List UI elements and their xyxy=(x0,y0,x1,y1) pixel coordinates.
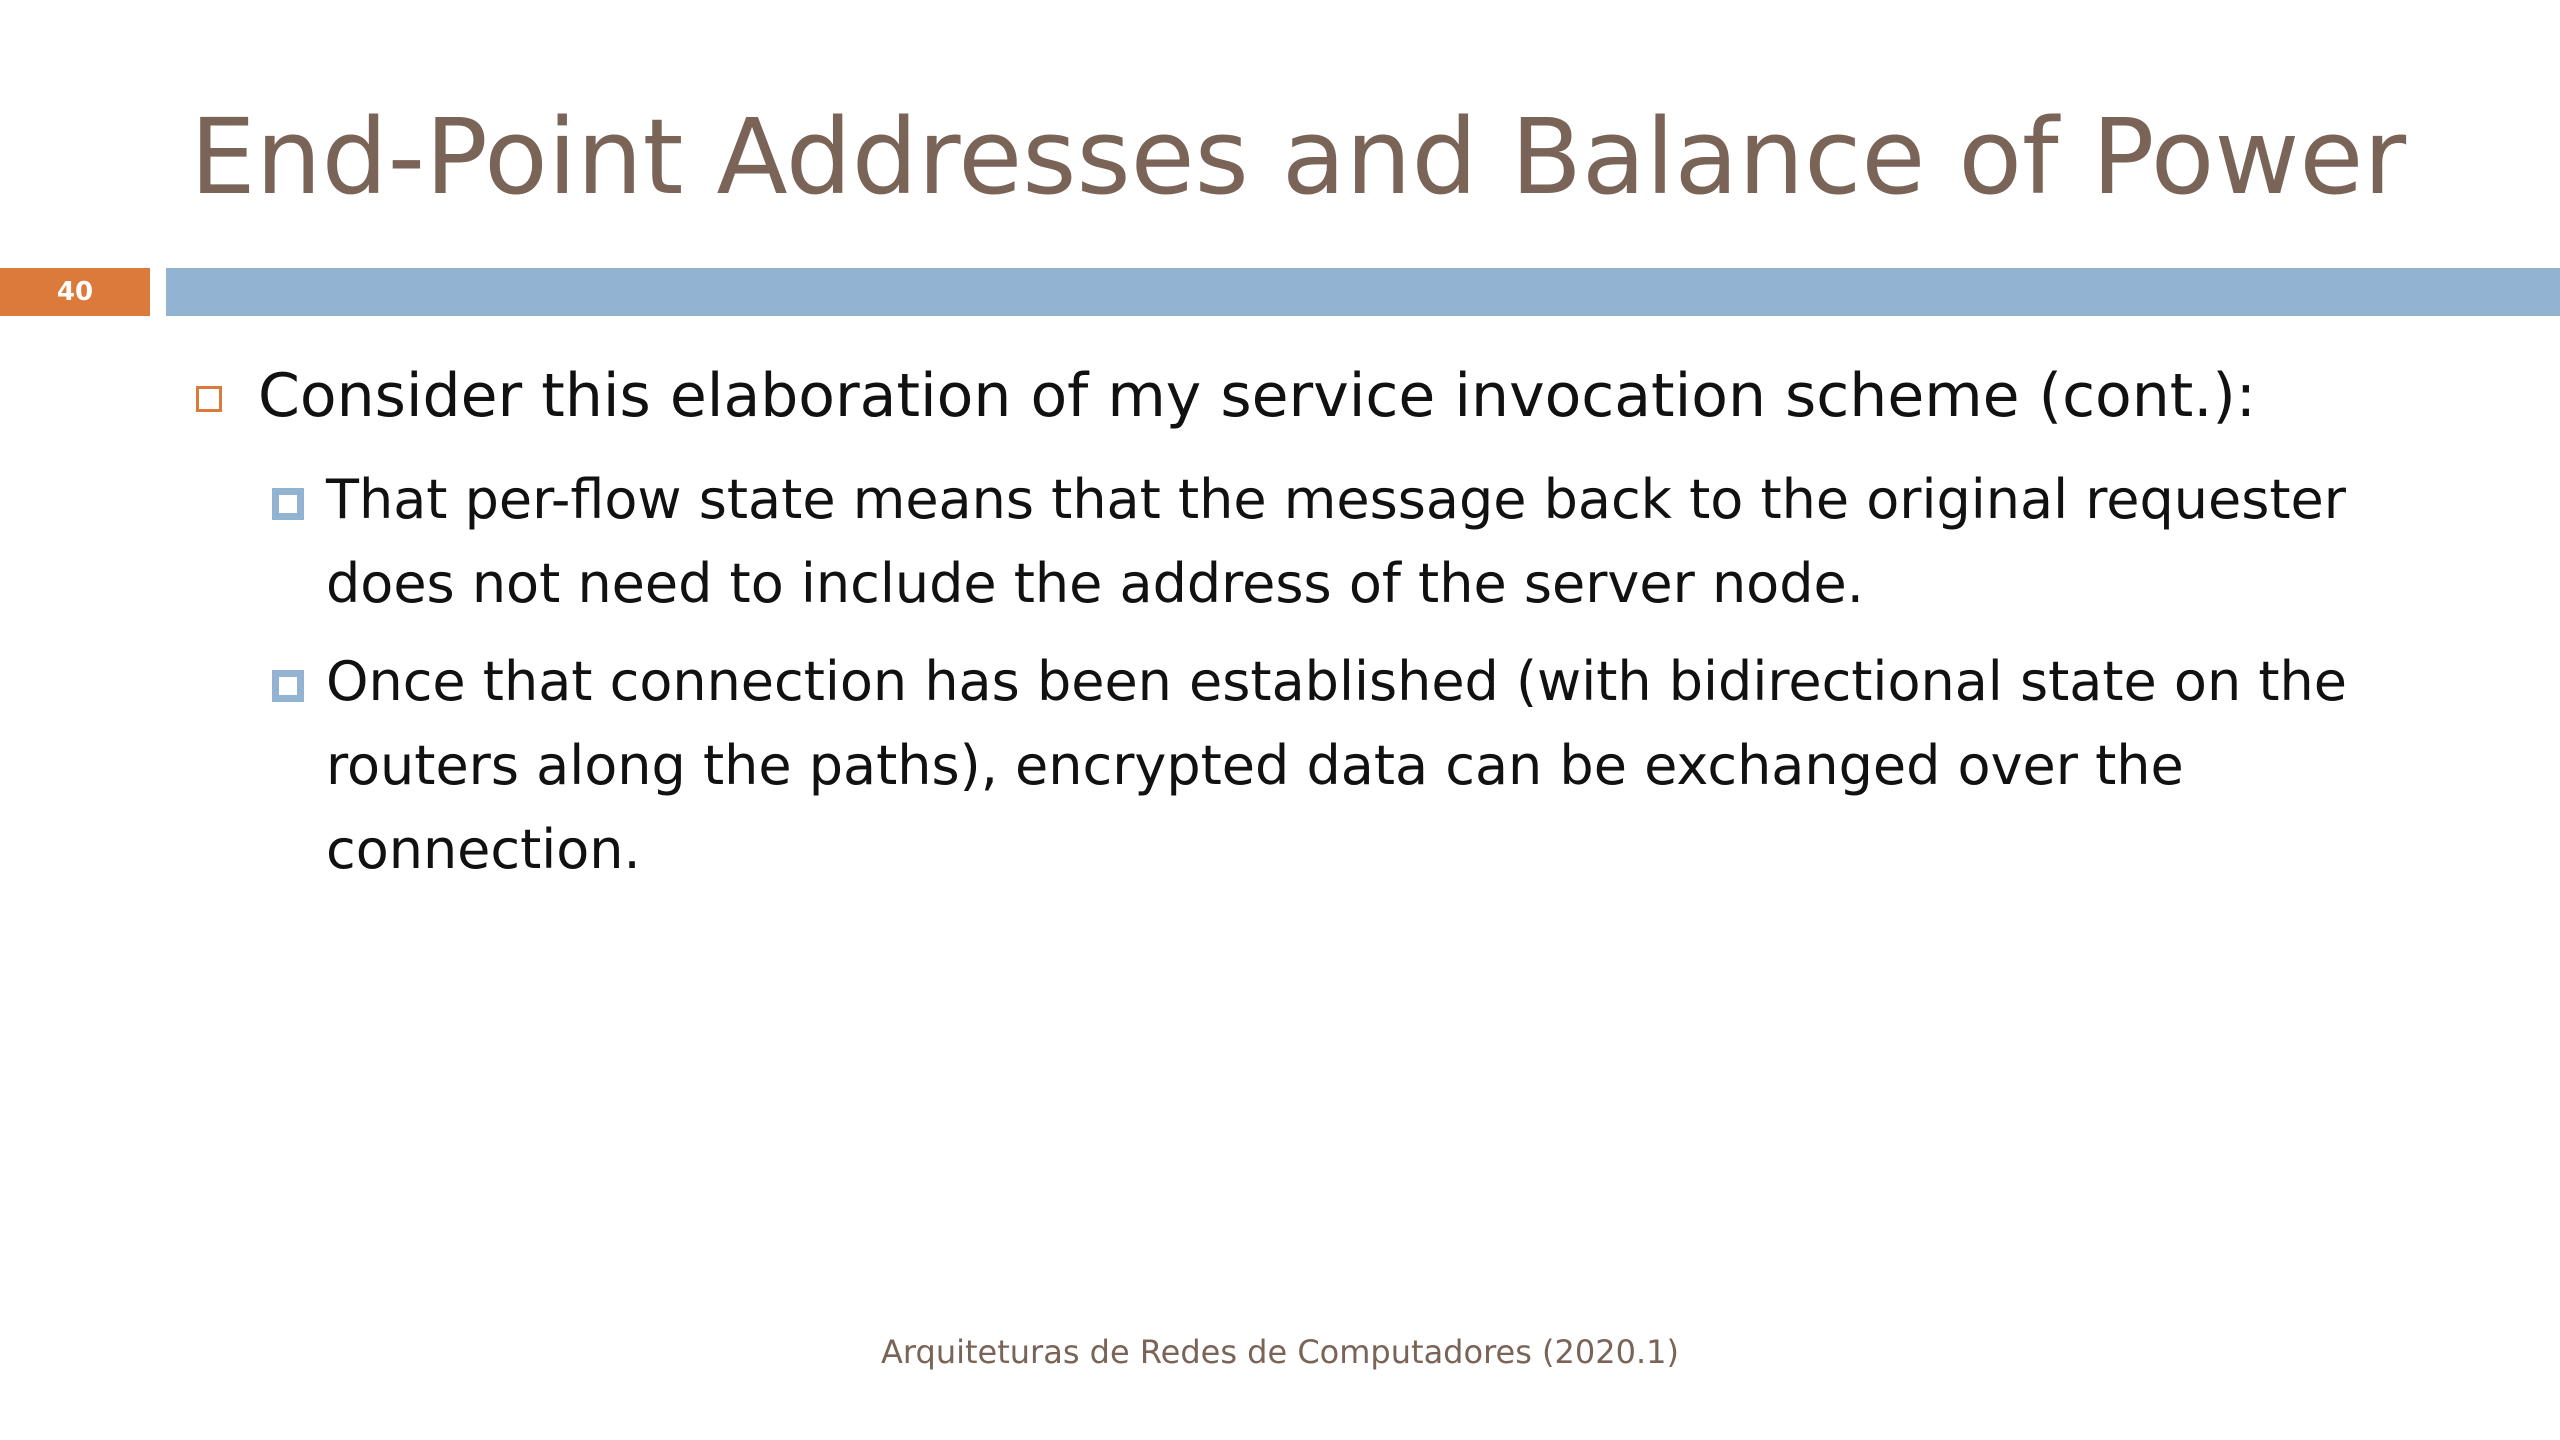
bullet-text: Consider this elaboration of my service invocation scheme (cont.): xyxy=(258,361,2257,431)
text-line: Once that connection has been established (with bidirectional state on the xyxy=(326,650,2347,713)
slide-title: End-Point Addresses and Balance of Power xyxy=(190,96,2407,218)
square-bullet-icon xyxy=(272,670,304,702)
square-bullet-icon xyxy=(272,488,304,520)
text-line: That per-flow state means that the message back to the original requester xyxy=(326,468,2346,531)
sub-bullet-text xyxy=(326,458,2426,626)
slide-number: 40 xyxy=(0,268,150,316)
text-line: does not need to include the address of the server node. xyxy=(326,552,1864,615)
title-divider-bar xyxy=(166,268,2560,316)
slide-footer: Arquiteturas de Redes de Computadores (2020.1) xyxy=(881,1333,1679,1371)
text-line: connection. xyxy=(326,818,641,881)
sub-bullet-text xyxy=(326,640,2426,892)
hollow-square-bullet-icon xyxy=(196,386,222,412)
text-line: routers along the paths), encrypted data can be exchanged over the xyxy=(326,734,2184,797)
